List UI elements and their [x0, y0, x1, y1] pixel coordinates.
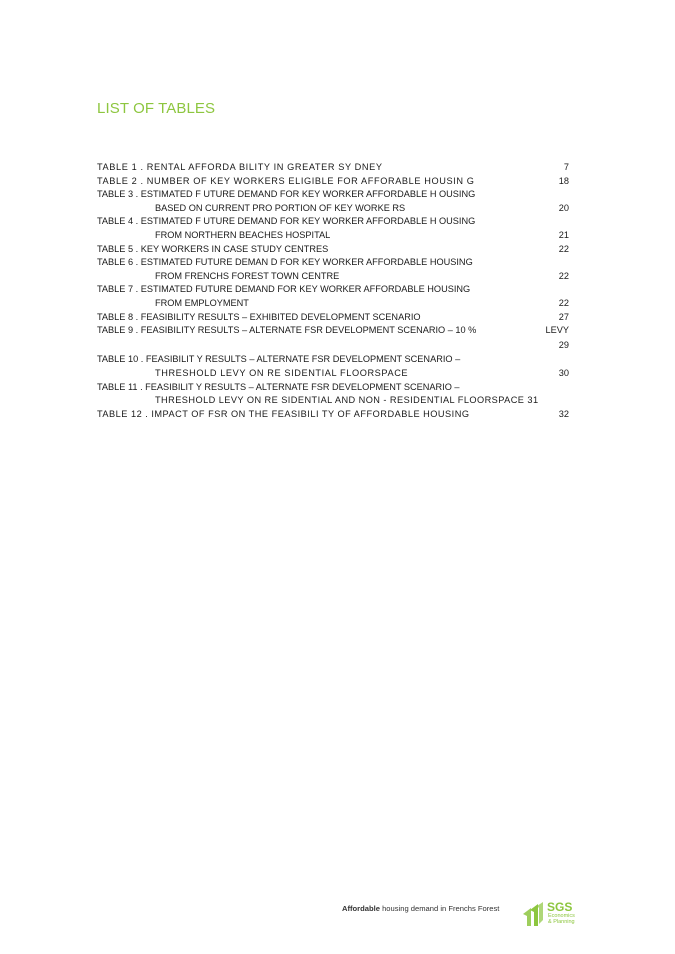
- page-title: LIST OF TABLES: [97, 100, 216, 117]
- toc-row[interactable]: [97, 243, 577, 257]
- toc-page-number: 20: [558, 202, 569, 213]
- toc-title: THRESHOLD LEVY ON RE SIDENTIAL AND NON - RESIDENTIAL FLOORSPACE 31: [155, 395, 539, 406]
- toc-row[interactable]: [97, 256, 577, 270]
- toc-title: BASED ON CURRENT PRO PORTION OF KEY WORKE RS: [155, 202, 406, 213]
- toc-title: FROM FRENCHS FOREST TOWN CENTRE: [155, 270, 340, 281]
- toc-page-number: 32: [558, 408, 569, 419]
- toc-title: TABLE 8 . FEASIBILITY RESULTS – EXHIBITED DEVELOPMENT SCENARIO: [97, 311, 421, 322]
- toc-title: TABLE 1 . RENTAL AFFORDA BILITY IN GREATER SY DNEY: [97, 162, 383, 172]
- toc-row[interactable]: [97, 175, 577, 189]
- list-of-tables: [97, 161, 577, 421]
- toc-row[interactable]: [97, 408, 577, 422]
- logo-subtitle: [548, 913, 575, 925]
- toc-row[interactable]: [97, 311, 577, 325]
- toc-title: TABLE 11 . FEASIBILIT Y RESULTS – ALTERNATE FSR DEVELOPMENT SCENARIO –: [97, 381, 460, 392]
- toc-row[interactable]: [97, 188, 577, 202]
- toc-row[interactable]: [97, 161, 577, 175]
- toc-page-number: 22: [558, 297, 569, 308]
- toc-page-number: 7: [563, 162, 569, 172]
- footer-text: [342, 904, 499, 913]
- toc-title: TABLE 7 . ESTIMATED FUTURE DEMAND FOR KEY WORKER AFFORDABLE HOUSING: [97, 284, 471, 295]
- toc-row[interactable]: [97, 381, 577, 395]
- toc-row-continuation[interactable]: [97, 339, 577, 353]
- footer-rest: housing demand in Frenchs Forest: [379, 904, 500, 913]
- logo-wordmark: SGS: [547, 900, 573, 914]
- toc-title: THRESHOLD LEVY ON RE SIDENTIAL FLOORSPACE: [155, 367, 409, 378]
- toc-row-continuation[interactable]: [97, 367, 577, 381]
- toc-row[interactable]: [97, 324, 577, 338]
- logo-subtitle-line: & Planning: [548, 919, 575, 925]
- toc-page-number: 18: [558, 175, 569, 186]
- toc-page-number: 27: [558, 311, 569, 322]
- logo-subtitle-line: Economics: [548, 913, 575, 919]
- toc-row[interactable]: [97, 215, 577, 229]
- toc-page-number: 29: [558, 339, 569, 350]
- toc-row[interactable]: [97, 353, 577, 367]
- toc-row-continuation[interactable]: [97, 229, 577, 243]
- toc-page-number: 22: [558, 270, 569, 281]
- toc-row-continuation[interactable]: [97, 394, 577, 408]
- toc-row[interactable]: [97, 283, 577, 297]
- toc-title: TABLE 10 . FEASIBILIT Y RESULTS – ALTERNATE FSR DEVELOPMENT SCENARIO –: [97, 354, 461, 365]
- toc-row-continuation[interactable]: [97, 202, 577, 216]
- footer-bold: Affordable: [342, 904, 380, 913]
- toc-title: FROM NORTHERN BEACHES HOSPITAL: [155, 229, 331, 240]
- toc-row-continuation[interactable]: [97, 270, 577, 284]
- toc-title: TABLE 5 . KEY WORKERS IN CASE STUDY CENTRES: [97, 243, 329, 254]
- toc-title: TABLE 9 . FEASIBILITY RESULTS – ALTERNATE FSR DEVELOPMENT SCENARIO – 10 %: [97, 325, 477, 336]
- toc-page-number: 21: [558, 229, 569, 240]
- toc-title: TABLE 2 . NUMBER OF KEY WORKERS ELIGIBLE FOR AFFORABLE HOUSIN G: [97, 175, 475, 186]
- toc-title: TABLE 6 . ESTIMATED FUTURE DEMAN D FOR KEY WORKER AFFORDABLE HOUSING: [97, 257, 473, 268]
- toc-title: TABLE 12 . IMPACT OF FSR ON THE FEASIBILI TY OF AFFORDABLE HOUSING: [97, 408, 470, 419]
- toc-page-number: 30: [558, 367, 569, 378]
- toc-title: TABLE 4 . ESTIMATED F UTURE DEMAND FOR KEY WORKER AFFORDABLE H OUSING: [97, 216, 476, 227]
- toc-page-number: 22: [558, 243, 569, 254]
- toc-title: FROM EMPLOYMENT: [155, 297, 249, 308]
- toc-row-continuation[interactable]: [97, 297, 577, 311]
- toc-title: TABLE 3 . ESTIMATED F UTURE DEMAND FOR KEY WORKER AFFORDABLE H OUSING: [97, 189, 476, 200]
- toc-page-number: LEVY: [545, 325, 569, 336]
